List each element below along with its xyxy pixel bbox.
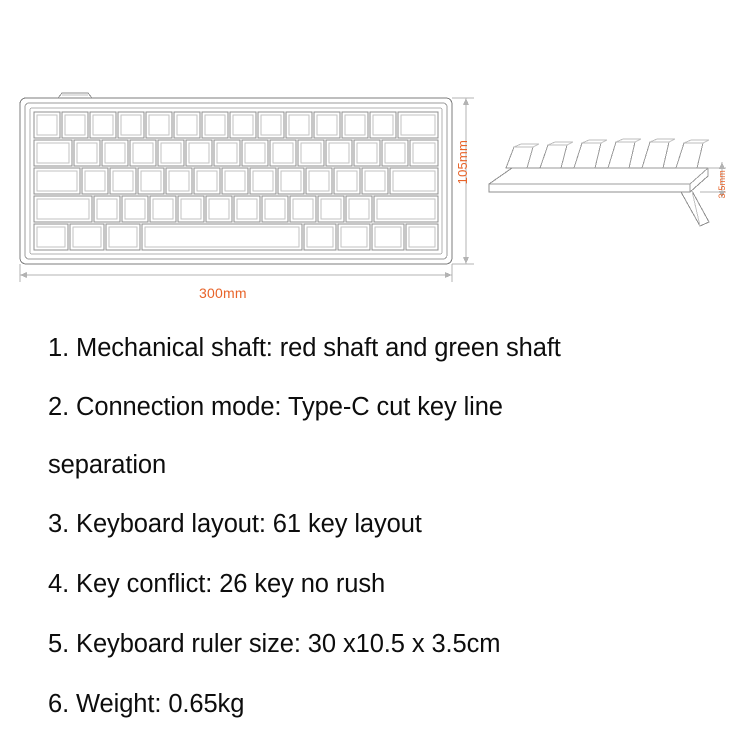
side-view xyxy=(489,139,709,226)
spec-item-1: 1. Mechanical shaft: red shaft and green shaft xyxy=(48,334,561,362)
spec-item-2-continued: separation xyxy=(48,451,167,479)
dimension-label-depth: 3.5mm xyxy=(717,170,727,199)
key-row-2 xyxy=(34,140,438,166)
spec-item-3: 3. Keyboard layout: 61 key layout xyxy=(48,510,422,538)
specification-list xyxy=(0,318,750,734)
key-row-5 xyxy=(34,224,438,250)
spec-item-6: 6. Weight: 0.65kg xyxy=(48,690,245,718)
spec-item-4: 4. Key conflict: 26 key no rush xyxy=(48,570,386,598)
dimension-label-width: 300mm xyxy=(199,285,247,301)
key-row-3 xyxy=(34,168,438,194)
key-row-4 xyxy=(34,196,438,222)
key-row-1 xyxy=(34,112,438,138)
spec-item-2: 2. Connection mode: Type-C cut key line xyxy=(48,393,503,421)
keyboard-dimension-diagram xyxy=(0,0,750,315)
diagram-svg xyxy=(0,0,750,315)
spec-item-5: 5. Keyboard ruler size: 30 x10.5 x 3.5cm xyxy=(48,630,501,658)
dimension-label-height: 105mm xyxy=(455,140,470,185)
